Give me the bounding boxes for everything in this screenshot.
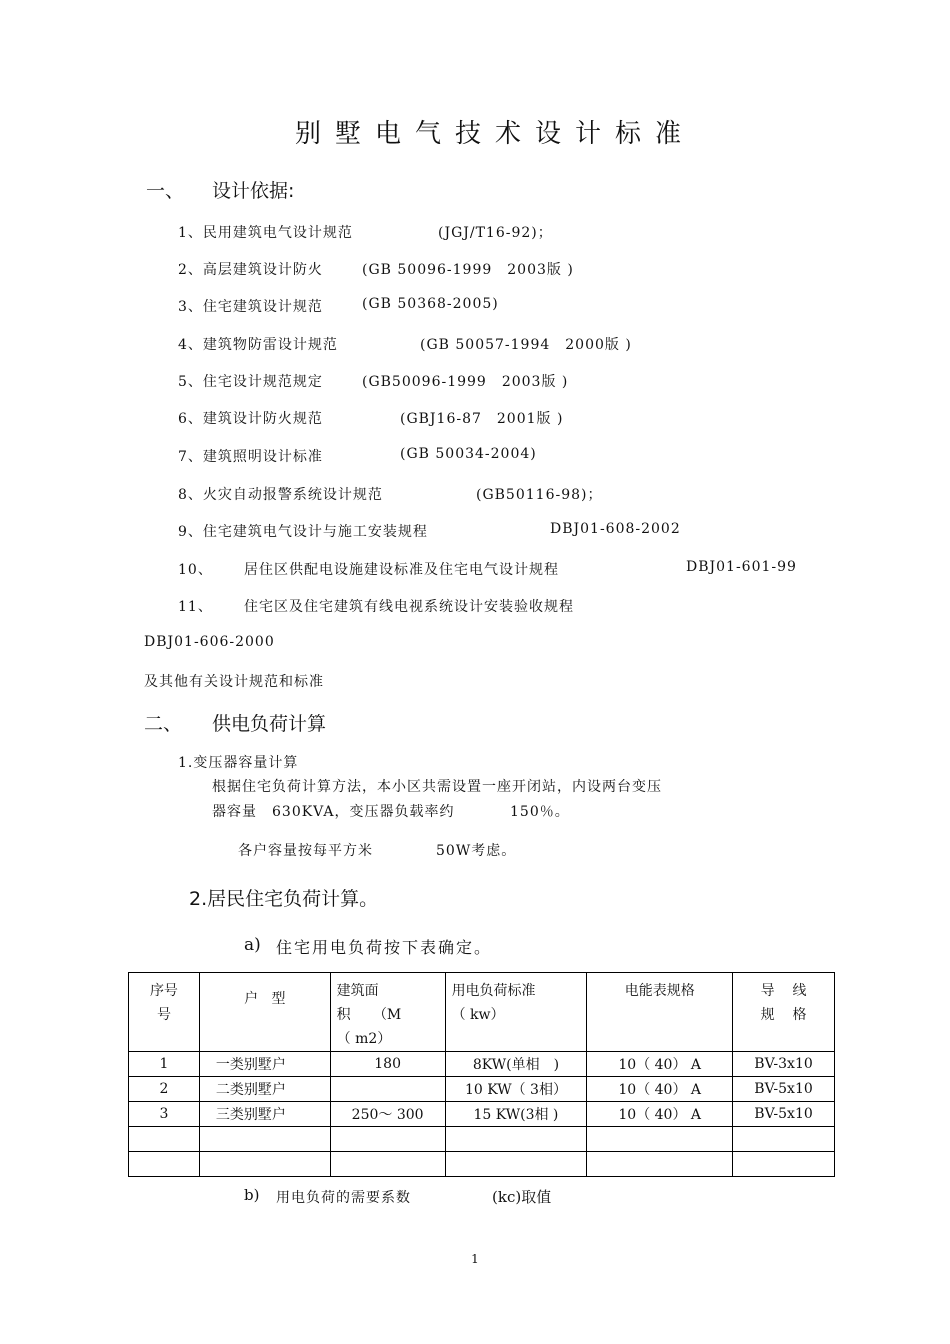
- table-row: [129, 1127, 835, 1152]
- table-cell: [199, 1152, 330, 1177]
- ref-1-name: 1、民用建筑电气设计规范: [178, 225, 353, 241]
- sub-a-label: a): [244, 935, 261, 955]
- ref-9-code: DBJ01-608-2002: [550, 521, 681, 537]
- ref-2-name: 2、高层建筑设计防火: [178, 262, 323, 278]
- table-row: [129, 1102, 835, 1127]
- sub-b-tail: (kc)取值: [492, 1188, 552, 1206]
- table-header-row: [129, 973, 835, 1052]
- header-load-standard: 用电负荷标准 （ kw）: [445, 973, 587, 1052]
- header-area: 建筑面积 （M （ m2）: [330, 973, 445, 1052]
- header-type: 户 型: [199, 973, 330, 1052]
- table-row: [129, 1077, 835, 1102]
- section-2-number: 二、: [144, 713, 183, 735]
- table-cell: [587, 1152, 733, 1177]
- ref-2-code: (GB 50096-1999 2003版 ): [362, 262, 574, 278]
- table-cell: [733, 1152, 835, 1177]
- sub-b-label: b): [244, 1186, 260, 1204]
- sub-a-text: 住宅用电负荷按下表确定。: [276, 938, 493, 957]
- section-1-number: 一、: [146, 180, 185, 202]
- table-cell: [199, 1127, 330, 1152]
- table-cell: 二类别墅户: [199, 1077, 330, 1102]
- ref-7-name: 7、建筑照明设计标准: [178, 449, 323, 465]
- table-cell: 一类别墅户: [199, 1052, 330, 1077]
- ref-8-name: 8、火灾自动报警系统设计规范: [178, 487, 383, 503]
- ref-10-code: DBJ01-601-99: [686, 559, 797, 575]
- ref-3-code: (GB 50368-2005): [362, 296, 499, 312]
- header-index: 序号 号: [129, 973, 200, 1052]
- table-row: [129, 1152, 835, 1177]
- table-cell: 3: [129, 1102, 200, 1127]
- section-2-heading: 供电负荷计算: [212, 713, 327, 735]
- item-1-line-2b: 630KVA，变压器负载率约: [272, 804, 455, 820]
- table-cell: 250～ 300: [330, 1102, 445, 1127]
- table-cell: [445, 1127, 587, 1152]
- table-cell: 10（ 40） A: [587, 1077, 733, 1102]
- table-cell: [733, 1127, 835, 1152]
- document-title: 别墅电气技术设计标准: [294, 119, 695, 149]
- header-meter: 电能表规格: [587, 973, 733, 1052]
- ref-7-code: (GB 50034-2004): [400, 446, 537, 462]
- ref-5-code: (GB50096-1999 2003版 ): [362, 374, 569, 390]
- sub-b-text: 用电负荷的需要系数: [276, 1190, 411, 1206]
- item-1-line-2a: 器容量: [212, 804, 257, 820]
- table-cell: BV-5x10: [733, 1077, 835, 1102]
- ref-11-name: 住宅区及住宅建筑有线电视系统设计安装验收规程: [244, 599, 574, 615]
- table-cell: 180: [330, 1052, 445, 1077]
- ref-11-code: DBJ01-606-2000: [144, 634, 275, 650]
- header-wire: 导 线 规 格: [733, 973, 835, 1052]
- load-table: [128, 972, 835, 1177]
- table-cell: 15 KW(3相 ): [445, 1102, 587, 1127]
- table-cell: 10（ 40） A: [587, 1052, 733, 1077]
- ref-6-name: 6、建筑设计防火规范: [178, 411, 323, 427]
- table-cell: [330, 1077, 445, 1102]
- ref-10-number: 10、: [178, 562, 213, 578]
- table-cell: [129, 1127, 200, 1152]
- table-cell: [587, 1127, 733, 1152]
- table-cell: 10 KW（ 3相）: [445, 1077, 587, 1102]
- ref-1-code: (JGJ/T16-92)；: [438, 225, 553, 241]
- ref-4-name: 4、建筑物防雷设计规范: [178, 337, 338, 353]
- table-cell: [445, 1152, 587, 1177]
- item-1-line-3a: 各户容量按每平方米: [238, 843, 373, 859]
- table-cell: 2: [129, 1077, 200, 1102]
- table-cell: BV-5x10: [733, 1102, 835, 1127]
- ref-8-code: (GB50116-98)；: [476, 487, 603, 503]
- ref-9-name: 9、住宅建筑电气设计与施工安装规程: [178, 524, 428, 540]
- table-cell: [330, 1127, 445, 1152]
- table-cell: 10（ 40） A: [587, 1102, 733, 1127]
- page-number: 1: [471, 1252, 479, 1266]
- ref-5-name: 5、住宅设计规范规定: [178, 374, 323, 390]
- item-2-title: 2.居民住宅负荷计算。: [189, 888, 379, 910]
- ref-3-name: 3、住宅建筑设计规范: [178, 299, 323, 315]
- ref-11-number: 11、: [178, 599, 213, 615]
- table-cell: 1: [129, 1052, 200, 1077]
- table-cell: BV-3x10: [733, 1052, 835, 1077]
- ref-4-code: (GB 50057-1994 2000版 ): [420, 337, 632, 353]
- item-1-line-3b: 50W考虑。: [436, 843, 517, 859]
- table-row: [129, 1052, 835, 1077]
- table-cell: 8KW(单相 ): [445, 1052, 587, 1077]
- item-1-line-2c: 150％。: [510, 804, 570, 820]
- item-1-title: 1.变压器容量计算: [178, 755, 299, 771]
- section-1-heading: 设计依据:: [212, 180, 295, 202]
- item-1-line-1: 根据住宅负荷计算方法，本小区共需设置一座开闭站，内设两台变压: [212, 779, 662, 795]
- table-cell: [330, 1152, 445, 1177]
- ref-6-code: (GBJ16-87 2001版 ): [400, 411, 564, 427]
- ref-10-name: 居住区供配电设施建设标准及住宅电气设计规程: [244, 562, 559, 578]
- table-cell: 三类别墅户: [199, 1102, 330, 1127]
- references-note: 及其他有关设计规范和标准: [144, 674, 324, 690]
- table-cell: [129, 1152, 200, 1177]
